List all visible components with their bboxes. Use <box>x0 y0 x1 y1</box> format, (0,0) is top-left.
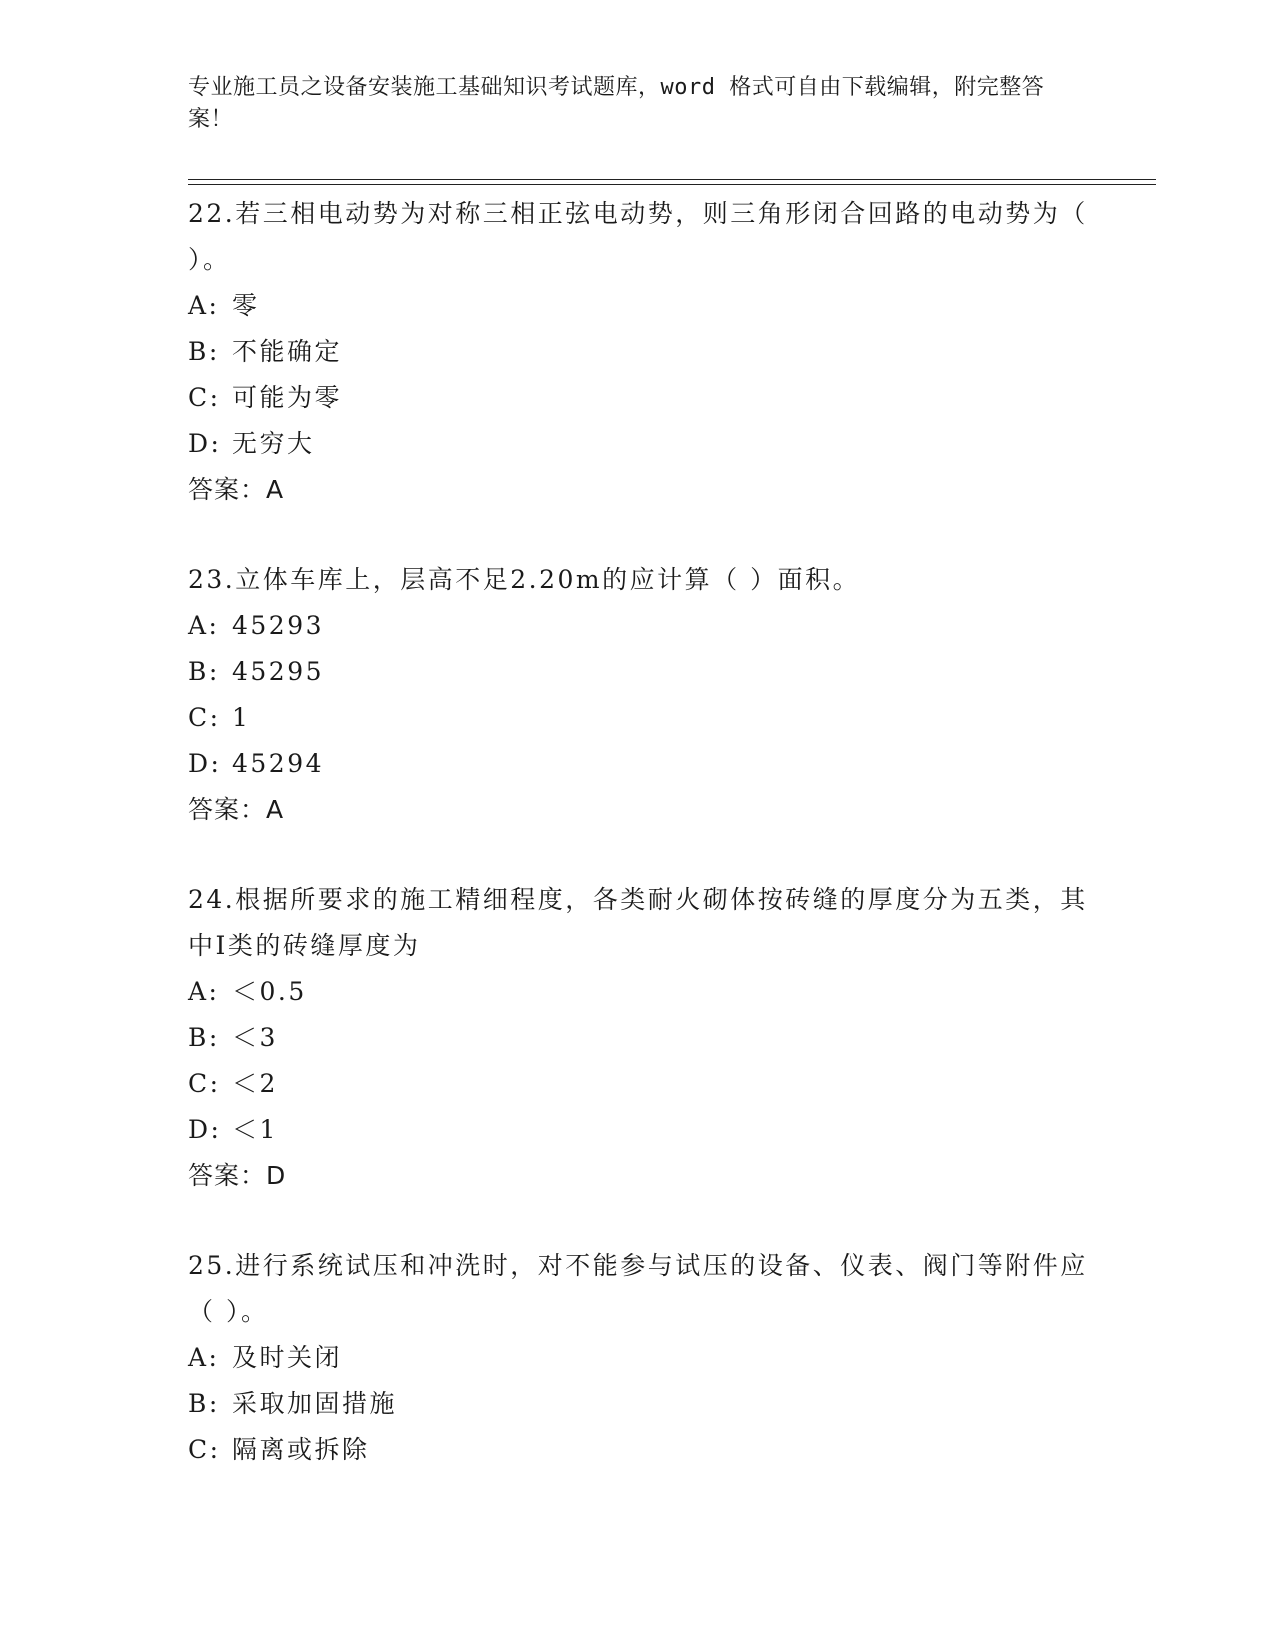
option-letter: A: <box>188 1343 220 1372</box>
document-header: 专业施工员之设备安装施工基础知识考试题库，word 格式可自由下载编辑，附完整答案！ <box>188 75 1045 132</box>
header-divider-top <box>188 179 1156 180</box>
option-a <box>188 969 1088 1015</box>
option-a <box>188 603 1088 649</box>
option-letter: C: <box>188 383 221 412</box>
option-letter: A: <box>188 291 220 320</box>
option-letter: D: <box>188 429 222 458</box>
option-letter: A: <box>188 611 220 640</box>
option-b <box>188 1381 1088 1427</box>
option-letter: B: <box>188 1389 220 1418</box>
option-c <box>188 375 1088 421</box>
question-stem: 24.根据所要求的施工精细程度，各类耐火砌体按砖缝的厚度分为五类，其中Ⅰ类的砖缝厚度为 <box>188 885 1088 960</box>
option-text: ＜0.5 <box>232 977 307 1006</box>
option-d <box>188 421 1088 467</box>
option-text: 及时关闭 <box>232 1343 343 1372</box>
option-letter: B: <box>188 657 220 686</box>
answer-line: 答案：D <box>188 1161 287 1190</box>
question-stem: 22.若三相电动势为对称三相正弦电动势，则三角形闭合回路的电动势为（ ）。 <box>188 199 1088 274</box>
question-spacer <box>188 513 1088 557</box>
option-letter: D: <box>188 749 222 778</box>
question-22 <box>188 191 1088 513</box>
option-b <box>188 329 1088 375</box>
option-letter: C: <box>188 1435 221 1464</box>
option-a <box>188 1335 1088 1381</box>
question-stem: 23.立体车库上，层高不足2.20m的应计算（ ）面积。 <box>188 565 861 594</box>
option-text: 45294 <box>232 749 325 778</box>
option-letter: D: <box>188 1115 222 1144</box>
question-spacer <box>188 1199 1088 1243</box>
question-25 <box>188 1243 1088 1473</box>
option-text: 采取加固措施 <box>232 1389 398 1418</box>
option-text: 零 <box>232 291 260 320</box>
option-c <box>188 695 1088 741</box>
question-24 <box>188 877 1088 1199</box>
question-23 <box>188 557 1088 833</box>
option-b <box>188 649 1088 695</box>
answer-line: 答案：A <box>188 795 285 824</box>
question-spacer <box>188 833 1088 877</box>
option-text: ＜3 <box>232 1023 278 1052</box>
option-c <box>188 1427 1088 1473</box>
option-c <box>188 1061 1088 1107</box>
option-text: 可能为零 <box>232 383 343 412</box>
option-text: 隔离或拆除 <box>232 1435 370 1464</box>
option-text: 不能确定 <box>232 337 343 366</box>
option-text: 1 <box>232 703 251 732</box>
option-text: ＜2 <box>232 1069 278 1098</box>
option-text: 45295 <box>232 657 325 686</box>
answer-line: 答案：A <box>188 475 285 504</box>
option-letter: B: <box>188 337 220 366</box>
option-text: 45293 <box>232 611 325 640</box>
option-letter: B: <box>188 1023 220 1052</box>
option-text: 无穷大 <box>232 429 315 458</box>
header-divider-bottom <box>188 184 1156 185</box>
option-d <box>188 741 1088 787</box>
option-d <box>188 1107 1088 1153</box>
option-a <box>188 283 1088 329</box>
question-stem: 25.进行系统试压和冲洗时，对不能参与试压的设备、仪表、阀门等附件应（ ）。 <box>188 1251 1088 1326</box>
option-b <box>188 1015 1088 1061</box>
question-list <box>188 191 1088 1473</box>
option-text: ＜1 <box>232 1115 278 1144</box>
option-letter: C: <box>188 1069 221 1098</box>
option-letter: A: <box>188 977 220 1006</box>
option-letter: C: <box>188 703 221 732</box>
